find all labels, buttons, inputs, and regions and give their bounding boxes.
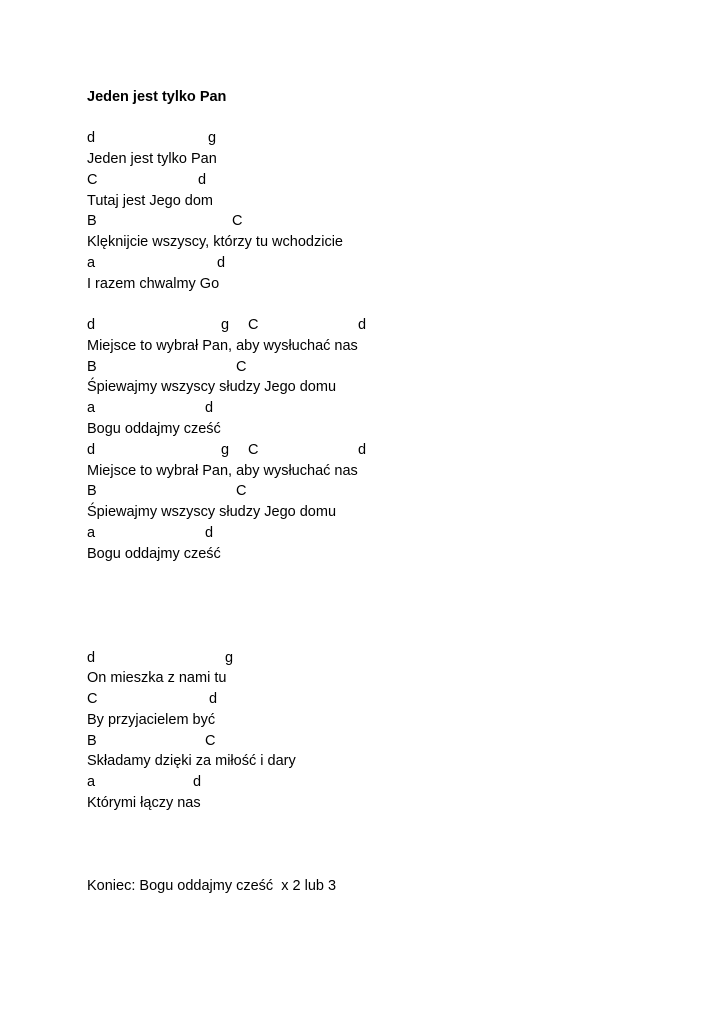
chord: d [358, 317, 367, 333]
chord: d [217, 255, 226, 271]
lyric-line: Tutaj jest Jego dom [87, 193, 213, 209]
chord: d [205, 400, 214, 416]
chord-line [0, 399, 700, 417]
chord-line [0, 649, 700, 667]
lyric-line: Którymi łączy nas [87, 795, 201, 811]
chord: a [87, 255, 96, 271]
chord: B [87, 213, 97, 229]
chord-line [0, 441, 700, 459]
chord: C [87, 691, 98, 707]
chord: a [87, 774, 96, 790]
lyric-line: Składamy dzięki za miłość i dary [87, 753, 296, 769]
chord: B [87, 733, 97, 749]
chord: d [358, 442, 367, 458]
lyric-line: Śpiewajmy wszyscy słudzy Jego domu [87, 379, 337, 395]
chord: d [87, 650, 96, 666]
chord-line [0, 358, 700, 376]
chord: g [208, 130, 217, 146]
chord-line [0, 690, 700, 708]
chord: C [87, 172, 98, 188]
chord: g [225, 650, 234, 666]
chord-line [0, 524, 700, 542]
ending-note: Koniec: Bogu oddajmy cześć x 2 lub 3 [87, 878, 337, 894]
chord: g [221, 442, 230, 458]
lyric-line: Jeden jest tylko Pan [87, 151, 217, 167]
lyric-line: On mieszka z nami tu [87, 670, 227, 686]
lyric-line: I razem chwalmy Go [87, 276, 220, 292]
chord-line [0, 171, 700, 189]
chord-line [0, 129, 700, 147]
chord: d [87, 130, 96, 146]
chord: d [209, 691, 218, 707]
chord: d [87, 317, 96, 333]
lyric-line: Śpiewajmy wszyscy słudzy Jego domu [87, 504, 337, 520]
chord: C [248, 442, 259, 458]
lyric-line: Bogu oddajmy cześć [87, 421, 221, 437]
chord-line [0, 773, 700, 791]
chord: d [198, 172, 207, 188]
chord: B [87, 359, 97, 375]
lyric-line: Miejsce to wybrał Pan, aby wysłuchać nas [87, 338, 358, 354]
chord-line [0, 254, 700, 272]
chord: C [232, 213, 243, 229]
chord: B [87, 483, 97, 499]
chord: d [193, 774, 202, 790]
chord: C [236, 483, 247, 499]
lyric-line: Bogu oddajmy cześć [87, 546, 221, 562]
chord: a [87, 400, 96, 416]
chord-line [0, 482, 700, 500]
chord-line [0, 316, 700, 334]
lyric-line: Klęknijcie wszyscy, którzy tu wchodzicie [87, 234, 343, 250]
chord: g [221, 317, 230, 333]
chord: C [205, 733, 216, 749]
lyric-line: By przyjacielem być [87, 712, 216, 728]
chord: d [87, 442, 96, 458]
song-title: Jeden jest tylko Pan [87, 89, 227, 105]
chord: C [248, 317, 259, 333]
chord-line [0, 212, 700, 230]
chord: d [205, 525, 214, 541]
chord-line [0, 732, 700, 750]
chord: a [87, 525, 96, 541]
lyric-line: Miejsce to wybrał Pan, aby wysłuchać nas [87, 463, 358, 479]
chord: C [236, 359, 247, 375]
